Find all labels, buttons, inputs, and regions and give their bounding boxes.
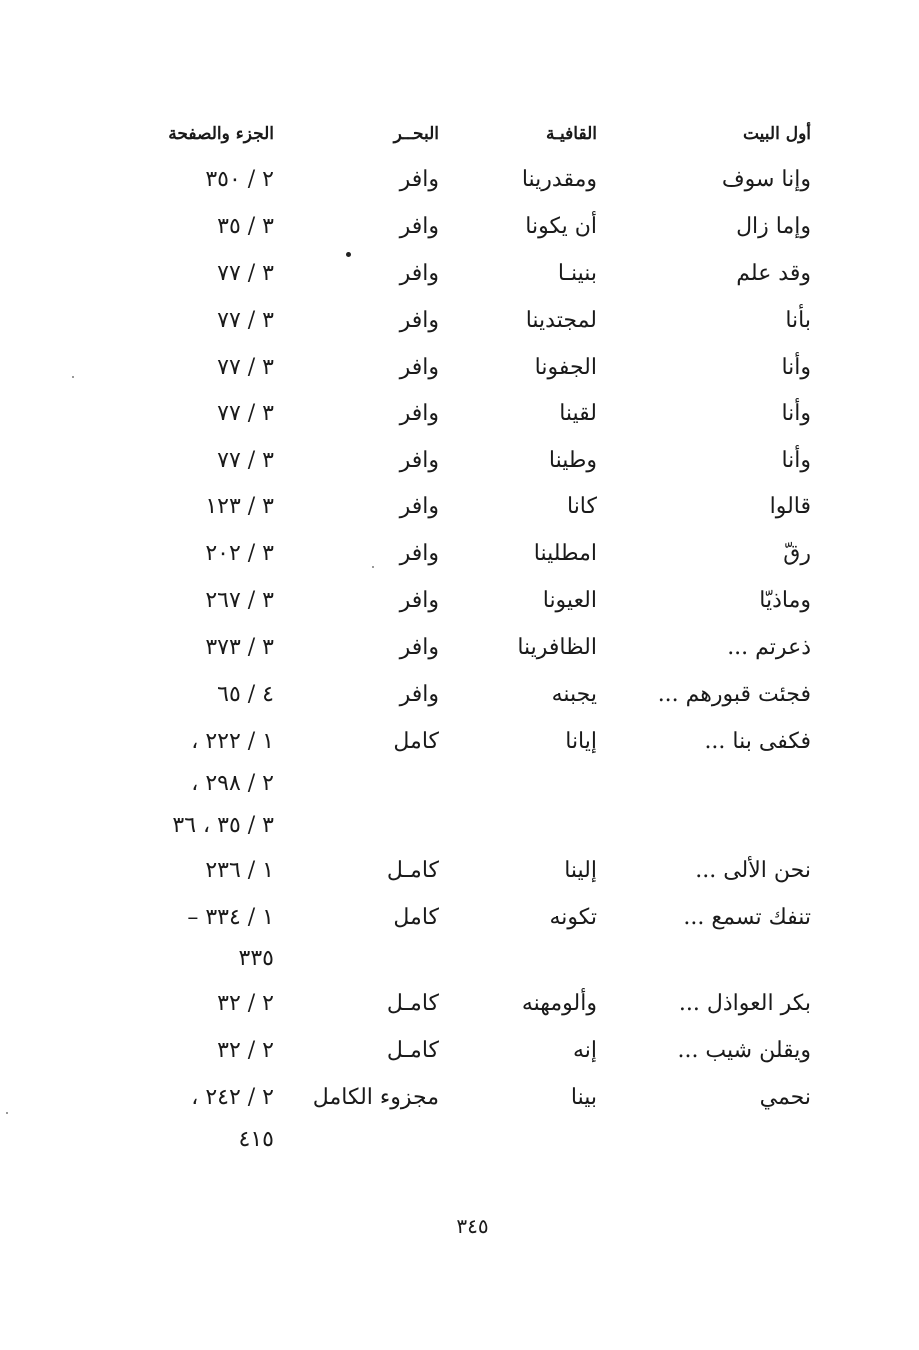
row-first-verse: وأنا: [781, 448, 811, 473]
row-meter: وافر: [399, 494, 439, 519]
row-meter: وافر: [399, 261, 439, 286]
row-volume-page: ٣ / ٣٧٣: [205, 635, 274, 660]
row-rhyme: إلينا: [564, 858, 597, 883]
row-meter: كامل: [393, 905, 439, 930]
row-meter: مجزوء الكامل: [312, 1085, 439, 1110]
row-volume-page-cont: ٣٣٥: [238, 946, 274, 971]
row-volume-page: ١ / ٢٣٦: [205, 858, 274, 883]
row-volume-page: ١ / ٣٣٤ –: [187, 905, 274, 930]
row-meter: وافر: [399, 214, 439, 239]
row-volume-page-cont: ٢ / ٢٩٨ ،: [191, 771, 274, 796]
row-rhyme: إيانا: [565, 729, 597, 754]
page-number: ٣٤٥: [456, 1214, 489, 1238]
row-volume-page: ٣ / ٧٧: [217, 308, 274, 333]
row-meter: كامـل: [386, 991, 439, 1016]
row-rhyme: لقينا: [559, 401, 597, 426]
row-rhyme: إنه: [572, 1038, 597, 1063]
row-meter: وافر: [399, 401, 439, 426]
row-first-verse: بأنا: [785, 308, 811, 333]
scan-speck: [6, 1112, 8, 1114]
row-meter: كامـل: [386, 1038, 439, 1063]
row-volume-page: ٢ / ٢٤٢ ،: [191, 1085, 274, 1110]
row-first-verse: فكفى بنا ...: [704, 729, 811, 754]
row-volume-page: ٣ / ٧٧: [217, 261, 274, 286]
row-volume-page: ٣ / ٣٥: [217, 214, 274, 239]
row-first-verse: ذعرتم ...: [727, 635, 811, 660]
row-first-verse: وماذيّا: [759, 588, 811, 613]
row-meter: وافر: [399, 167, 439, 192]
row-volume-page-cont: ٣ / ٣٥ ، ٣٦: [172, 813, 274, 838]
row-meter: وافر: [399, 635, 439, 660]
row-meter: وافر: [399, 355, 439, 380]
row-first-verse: وإنا سوف: [721, 167, 811, 192]
row-volume-page: ٣ / ٧٧: [217, 448, 274, 473]
scan-speck: [372, 566, 374, 568]
header-first-verse: أول البيت: [742, 124, 811, 144]
row-meter: وافر: [399, 448, 439, 473]
row-volume-page: ٢ / ٣٢: [217, 991, 274, 1016]
row-first-verse: تنفك تسمع ...: [683, 905, 811, 930]
row-volume-page: ٢ / ٣٢: [217, 1038, 274, 1063]
row-meter: كامـل: [386, 858, 439, 883]
row-first-verse: وقد علم: [736, 261, 811, 286]
row-first-verse: وإما زال: [736, 214, 811, 239]
row-rhyme: تكونه: [549, 905, 597, 930]
row-volume-page: ٤ / ٦٥: [217, 682, 274, 707]
row-rhyme: الظافرينا: [517, 635, 597, 660]
row-volume-page: ٣ / ٧٧: [217, 401, 274, 426]
row-rhyme: امطلينا: [533, 541, 597, 566]
row-volume-page: ٣ / ١٢٣: [205, 494, 274, 519]
header-volume-page: الجزء والصفحة: [168, 124, 274, 144]
row-first-verse: قالوا: [769, 494, 811, 519]
row-first-verse: وأنا: [781, 401, 811, 426]
row-rhyme: يجبنه: [551, 682, 597, 707]
row-rhyme: العيونا: [542, 588, 597, 613]
row-volume-page: ٣ / ٢٦٧: [205, 588, 274, 613]
row-rhyme: بينا: [570, 1085, 597, 1110]
row-first-verse: رقّ: [783, 541, 811, 566]
row-meter: وافر: [399, 682, 439, 707]
row-meter: وافر: [399, 541, 439, 566]
row-rhyme: كانا: [566, 494, 597, 519]
header-rhyme: القافيـة: [545, 124, 597, 144]
row-first-verse: فجئت قبورهم ...: [657, 682, 811, 707]
row-meter: وافر: [399, 308, 439, 333]
row-rhyme: الجفونا: [534, 355, 597, 380]
row-rhyme: وألومهنه: [521, 991, 597, 1016]
row-volume-page: ٣ / ٢٠٢: [205, 541, 274, 566]
row-meter: كامل: [393, 729, 439, 754]
row-rhyme: ومقدرينا: [521, 167, 597, 192]
row-volume-page: ٢ / ٣٥٠: [205, 167, 274, 192]
row-first-verse: بكر العواذل ...: [678, 991, 811, 1016]
row-volume-page-cont: ٤١٥: [238, 1127, 274, 1152]
row-rhyme: وطينا: [548, 448, 597, 473]
row-meter: وافر: [399, 588, 439, 613]
row-first-verse: نحن الألى ...: [695, 858, 811, 883]
scan-speck: [346, 252, 351, 257]
row-rhyme: بنينـا: [557, 261, 597, 286]
row-first-verse: وأنا: [781, 355, 811, 380]
row-volume-page: ٣ / ٧٧: [217, 355, 274, 380]
row-rhyme: أن يكونا: [525, 214, 597, 239]
scan-speck: [72, 376, 74, 378]
header-meter: البحــر: [393, 124, 439, 144]
row-first-verse: نحمي: [759, 1085, 811, 1110]
row-volume-page: ١ / ٢٢٢ ،: [191, 729, 274, 754]
row-rhyme: لمجتدينا: [525, 308, 597, 333]
row-first-verse: ويقلن شيب ...: [677, 1038, 811, 1063]
